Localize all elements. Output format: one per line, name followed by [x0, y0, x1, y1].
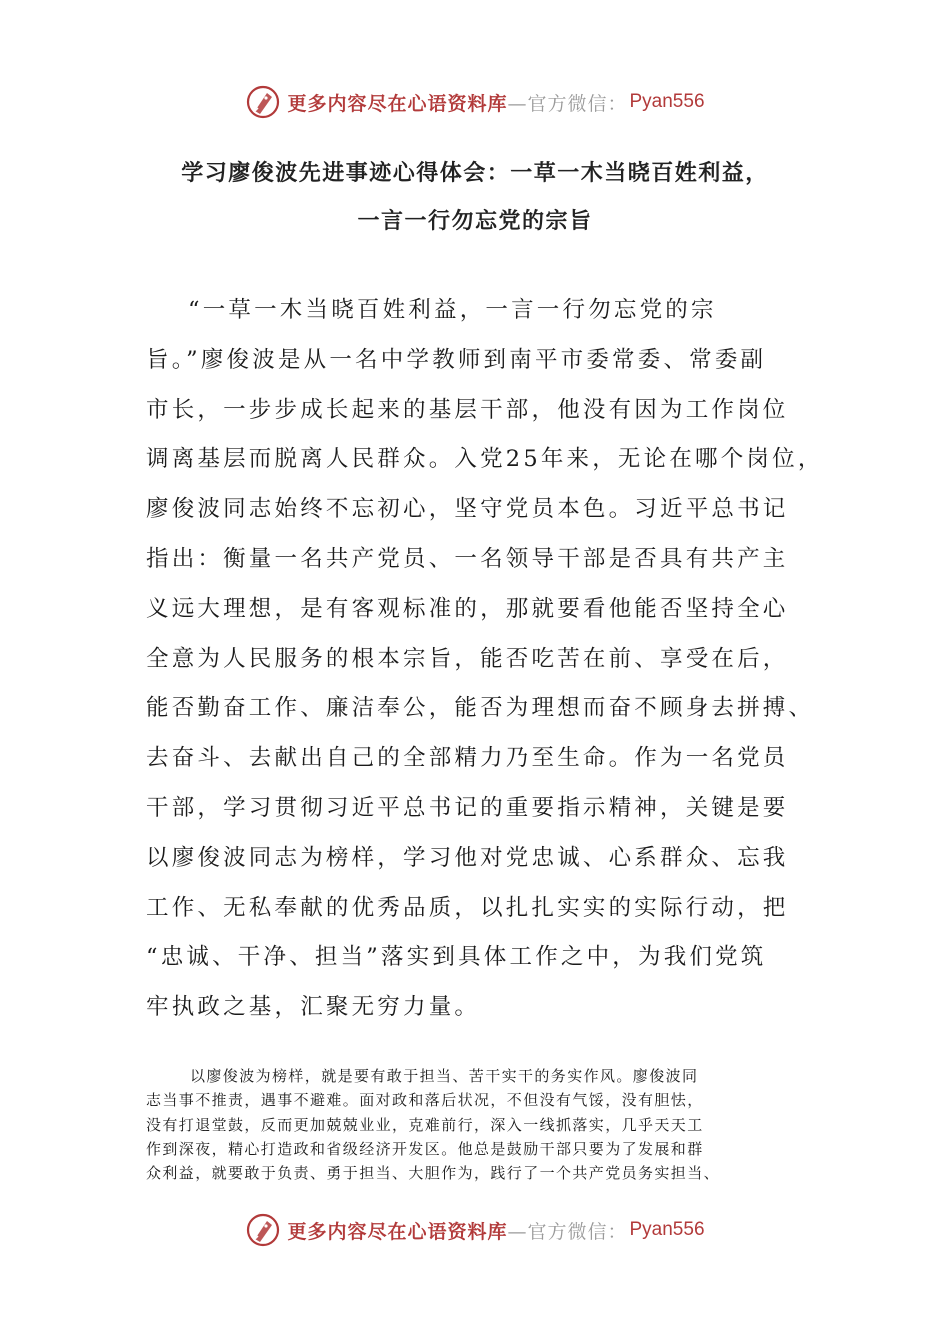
- paragraph-line: 去奋斗、去献出自己的全部精力乃至生命。作为一名党员: [146, 745, 789, 772]
- pen-nib-logo-icon: [245, 84, 281, 120]
- banner-wechat-handle: Pyan556: [629, 91, 705, 112]
- document-title-line1: 学习廖俊波先进事迹心得体会：一草一木当晓百姓利益，: [181, 161, 769, 186]
- paragraph-line: “忠诚、干净、担当”落实到具体工作之中，为我们党筑: [146, 944, 767, 971]
- paragraph-secondary: [146, 1064, 812, 1185]
- paragraph-line: 志当事不推责，遇事不避难。面对政和落后状况，不但没有气馁，没有胆怯，: [146, 1091, 704, 1110]
- paragraph-line: 义远大理想，是有客观标准的，那就要看他能否坚持全心: [146, 595, 789, 622]
- paragraph-line: 众利益，就要敢于负责、勇于担当、大胆作为，践行了一个共产党员务实担当、: [146, 1164, 721, 1183]
- footer-banner: [0, 1210, 950, 1250]
- paragraph-main: [146, 286, 824, 1033]
- paragraph-line: 全意为人民服务的根本宗旨，能否吃苦在前、享受在后，: [146, 645, 789, 672]
- paragraph-line: 指出：衡量一名共产党员、一名领导干部是否具有共产主: [146, 545, 789, 572]
- banner-site-name: 更多内容尽在心语资料库: [287, 1220, 508, 1243]
- banner-separator: —官方微信：: [507, 1220, 628, 1243]
- paragraph-line: 以廖俊波为榜样，就是要有敢于担当、苦干实干的务实作风。廖俊波同: [190, 1067, 699, 1085]
- paragraph-line: 牢执政之基，汇聚无穷力量。: [146, 994, 481, 1021]
- banner-wechat-handle: Pyan556: [629, 1219, 705, 1240]
- paragraph-line: 调离基层而脱离人民群众。入党25年来，无论在哪个岗位，: [146, 446, 824, 473]
- paragraph-line: 以廖俊波同志为榜样，学习他对党忠诚、心系群众、忘我: [146, 844, 789, 871]
- paragraph-line: “一草一木当晓百姓利益，一言一行勿忘党的宗: [188, 297, 717, 323]
- document-title-line2: 一言一行勿忘党的宗旨: [357, 209, 593, 234]
- paragraph-line: 旨。”廖俊波是从一名中学教师到南平市委常委、常委副: [146, 346, 767, 373]
- banner-separator: —官方微信：: [507, 92, 628, 115]
- paragraph-line: 廖俊波同志始终不忘初心，坚守党员本色。习近平总书记: [146, 496, 789, 523]
- paragraph-line: 作到深夜，精心打造政和省级经济开发区。他总是鼓励干部只要为了发展和群: [146, 1139, 704, 1158]
- paragraph-line: 能否勤奋工作、廉洁奉公，能否为理想而奋不顾身去拼搏、: [146, 695, 815, 722]
- paragraph-line: 市长，一步步成长起来的基层干部，他没有因为工作岗位: [146, 396, 789, 423]
- banner-site-name: 更多内容尽在心语资料库: [287, 92, 508, 115]
- pen-nib-logo-icon: [245, 1212, 281, 1248]
- paragraph-line: 干部，学习贯彻习近平总书记的重要指示精神，关键是要: [146, 794, 789, 821]
- header-banner: [0, 82, 950, 122]
- paragraph-line: 工作、无私奉献的优秀品质，以扎扎实实的实际行动，把: [146, 894, 789, 921]
- paragraph-line: 没有打退堂鼓，反而更加兢兢业业，克难前行，深入一线抓落实，几乎天天工: [146, 1115, 704, 1134]
